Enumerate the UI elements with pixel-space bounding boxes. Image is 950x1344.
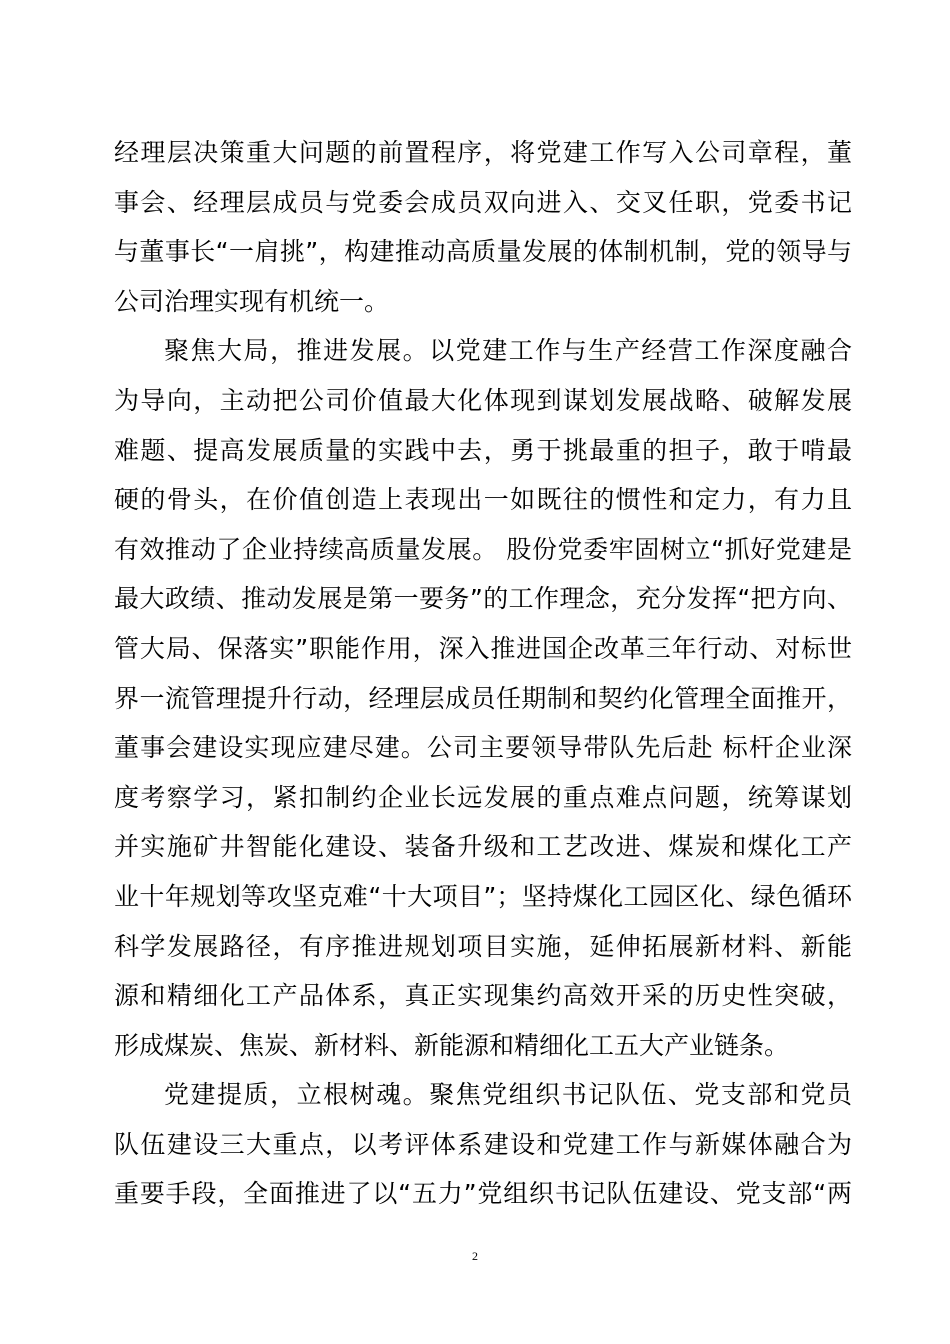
text-line: 难题、提高发展质量的实践中去，勇于挑最重的担子，敢于啃最 <box>114 435 852 465</box>
text-line: 为导向，主动把公司价值最大化体现到谋划发展战略、破解发展 <box>114 385 852 415</box>
paragraph-first-line: 聚焦大局，推进发展。以党建工作与生产经营工作深度融合 <box>164 336 852 366</box>
text-line: 董事会建设实现应建尽建。公司主要领导带队先后赴 标杆企业深 <box>114 733 852 763</box>
text-line: 硬的骨头，在价值创造上表现出一如既往的惯性和定力，有力且 <box>114 485 852 515</box>
text-line: 源和精细化工产品体系，真正实现集约高效开采的历史性突破， <box>114 981 852 1011</box>
text-line: 公司治理实现有机统一。 <box>114 286 390 316</box>
text-line: 有效推动了企业持续高质量发展。 股份党委牢固树立“抓好党建是 <box>114 534 852 564</box>
page-number: 2 <box>472 1249 478 1263</box>
text-line: 与董事长“一肩挑”，构建推动高质量发展的体制机制，党的领导与 <box>114 237 852 267</box>
text-line: 经理层决策重大问题的前置程序，将党建工作写入公司章程，董 <box>114 138 852 167</box>
text-line: 科学发展路径，有序推进规划项目实施，延伸拓展新材料、新能 <box>114 931 852 961</box>
text-line: 度考察学习，紧扣制约企业长远发展的重点难点问题，统筹谋划 <box>114 782 852 812</box>
text-line: 并实施矿井智能化建设、装备升级和工艺改进、煤炭和煤化工产 <box>114 832 852 862</box>
text-line: 界一流管理提升行动，经理层成员任期制和契约化管理全面推开， <box>114 683 852 713</box>
text-line: 管大局、保落实”职能作用，深入推进国企改革三年行动、对标世 <box>114 633 852 663</box>
text-line: 重要手段，全面推进了以“五力”党组织书记队伍建设、党支部“两 <box>114 1179 852 1209</box>
text-line: 事会、经理层成员与党委会成员双向进入、交叉任职，党委书记 <box>114 187 852 217</box>
text-line: 形成煤炭、焦炭、新材料、新能源和精细化工五大产业链条。 <box>114 1030 790 1060</box>
paragraph-first-line: 党建提质，立根树魂。聚焦党组织书记队伍、党支部和党员 <box>164 1080 852 1110</box>
text-line: 队伍建设三大重点，以考评体系建设和党建工作与新媒体融合为 <box>114 1129 852 1159</box>
text-line: 业十年规划等攻坚克难“十大项目”；坚持煤化工园区化、绿色循环 <box>114 881 852 911</box>
text-line: 最大政绩、推动发展是第一要务”的工作理念，充分发挥“把方向、 <box>114 584 852 614</box>
body-text <box>114 128 852 1219</box>
